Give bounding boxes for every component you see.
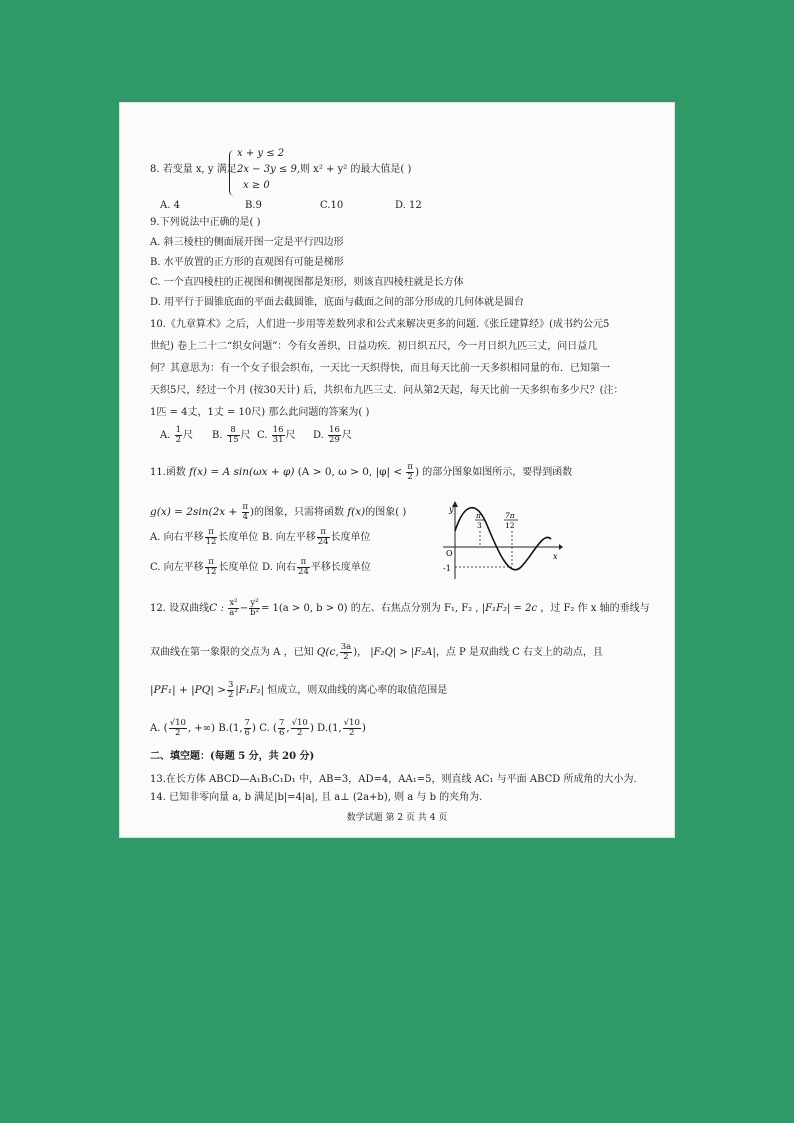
q8-brace	[229, 150, 234, 196]
q11-option-a: A. 向右平移 $\frac{\pi}{12}$ 长度单位	[150, 527, 259, 547]
q9-option-d: D. 用平行于圆锥底面的平面去截圆锥，底面与截面之间的部分形成的几何体就是圆台	[150, 297, 525, 308]
graph-tick-pi3-den: 3	[477, 521, 482, 530]
q10-line-5: 1匹 = 4丈，1丈 = 10尺) 那么此问题的答案为( )	[150, 407, 370, 418]
q10-option-d: D. $\frac{16}{29}$ 尺	[313, 425, 352, 445]
q9-stem: 9.下列说法中正确的是( )	[150, 217, 261, 228]
section-2-heading: 二、填空题：(每题 5 分，共 20 分)	[150, 751, 315, 762]
q11-sine-graph	[443, 501, 563, 579]
graph-tick-7pi12-den: 12	[505, 521, 515, 530]
q12-options	[150, 719, 366, 738]
q8-option-d: D. 12	[395, 200, 422, 211]
q11-option-b: B. 向左平移 $\frac{\pi}{24}$ 长度单位	[262, 527, 371, 547]
q12-option-a: A. ( $\frac{√10}{2}$ , +∞)	[150, 718, 216, 738]
q8-stem-b: 则 x² + y² 的最大值是( )	[300, 164, 412, 175]
q10-option-b: B. $\frac{8}{15}$ 尺	[212, 425, 251, 445]
graph-origin-label: O	[446, 549, 453, 558]
q9-option-a: A. 斜三棱柱的侧面展开图一定是平行四边形	[150, 237, 344, 248]
q10-option-a: A. $\frac{1}{2}$ 尺	[160, 425, 194, 445]
q13: 13.在长方体 ABCD—A₁B₁C₁D₁ 中，AB=3，AD=4，AA₁=5，则直线 AC₁ 与平面 ABCD 所成角的大小为.	[150, 774, 637, 785]
q8-option-b: B.9	[245, 200, 262, 211]
graph-minus-one-label: -1	[443, 564, 451, 573]
q8-sys-2: 2x − 3y ≤ 9,	[237, 164, 301, 175]
q10-line-1: 10.《九章算术》之后，人们进一步用等差数列求和公式来解决更多的问题.《张丘建算经》(成书约公元5	[150, 319, 610, 330]
q8-option-c: C.10	[320, 200, 344, 211]
q11-option-c: C. 向左平移 $\frac{\pi}{12}$ 长度单位	[150, 557, 259, 577]
q12-option-c: C. ( $\frac{7}{6}$ , $\frac{√10}{2}$ )	[259, 718, 314, 738]
q8-sys-1: x + y ≤ 2	[237, 148, 285, 159]
q12-line-2: 双曲线在第一象限的交点为 A ，已知 Q(c, $\frac{3a}{2}$ )， |F₂Q| > |F₂A|，点 P 是双曲线 C 右支上的动点，且	[150, 642, 603, 662]
graph-y-label: y	[449, 505, 454, 514]
q10-line-2: 世纪) 卷上二十二“织女问题”：今有女善织，日益功疾．初日织五尺，今一月日织九匹三丈，问日益几	[150, 341, 598, 352]
graph-x-label: x	[553, 552, 558, 561]
q10-line-4: 天织5尺，经过一个月 (按30天计) 后，共织布九匹三丈．问从第2天起，每天比前一天多织布多少尺？(注：	[150, 385, 624, 396]
page-footer: 数学试题 第 2 页 共 4 页	[346, 813, 448, 823]
graph-tick-pi3-num: π	[476, 511, 481, 520]
q11-line-2: g(x) = 2sin(2x + $\frac{\pi}{4}$ )的图象，只需将函数 f(x)的图象( )	[150, 502, 407, 522]
q12-line-3: |PF₁| + |PQ| > $\frac{3}{2}$ |F₁F₂| 恒成立，则双曲线的离心率的取值范围是	[150, 680, 448, 700]
q12-option-d: D.(1, $\frac{√10}{2}$ )	[317, 718, 366, 738]
exam-page	[120, 103, 674, 837]
q14: 14. 已知非零向量 a, b 满足|b|=4|a|, 且 a⊥ (2a+b), 则 a 与 b 的夹角为.	[150, 792, 483, 803]
q8-option-a: A. 4	[160, 200, 180, 211]
q12-option-b: B.(1, $\frac{7}{6}$ )	[218, 718, 257, 738]
q11-option-d: D. 向右 $\frac{\pi}{24}$ 平移长度单位	[262, 557, 371, 577]
q8-sys-3: x ≥ 0	[243, 180, 270, 191]
q9-option-b: B. 水平放置的正方形的直观图有可能是梯形	[150, 257, 344, 268]
q12-line-1: 12. 设双曲线C : $\frac{\text{x²}}{\text{a²}}$ − $\frac{\text{y²}}{\text{b²}}$ = 1(a > 0, b > 0) 的左、右焦点分别为 F₁, F₂ , |F₁F₂| = 2c ，过 F₂ 作 x 轴的垂线与	[150, 598, 650, 618]
q10-option-c: C. $\frac{16}{31}$ 尺	[257, 425, 296, 445]
graph-sine-curve	[455, 508, 551, 570]
q10-line-3: 何？其意思为：有一个女子很会织布，一天比一天织得快，而且每天比前一天多织相同量的布．已知第一	[150, 363, 610, 374]
q8-stem-a: 8. 若变量 x, y 满足	[150, 164, 237, 175]
graph-tick-7pi12-num: 7π	[505, 511, 515, 520]
q9-option-c: C. 一个直四棱柱的正视图和侧视图都是矩形，则该直四棱柱就是长方体	[150, 277, 464, 288]
q11-line-1: 11.函数 f(x) = A sin(ωx + φ) (A > 0, ω > 0, |φ| < $\frac{\pi}{2}$ ) 的部分图象如图所示，要得到函数	[150, 462, 573, 482]
